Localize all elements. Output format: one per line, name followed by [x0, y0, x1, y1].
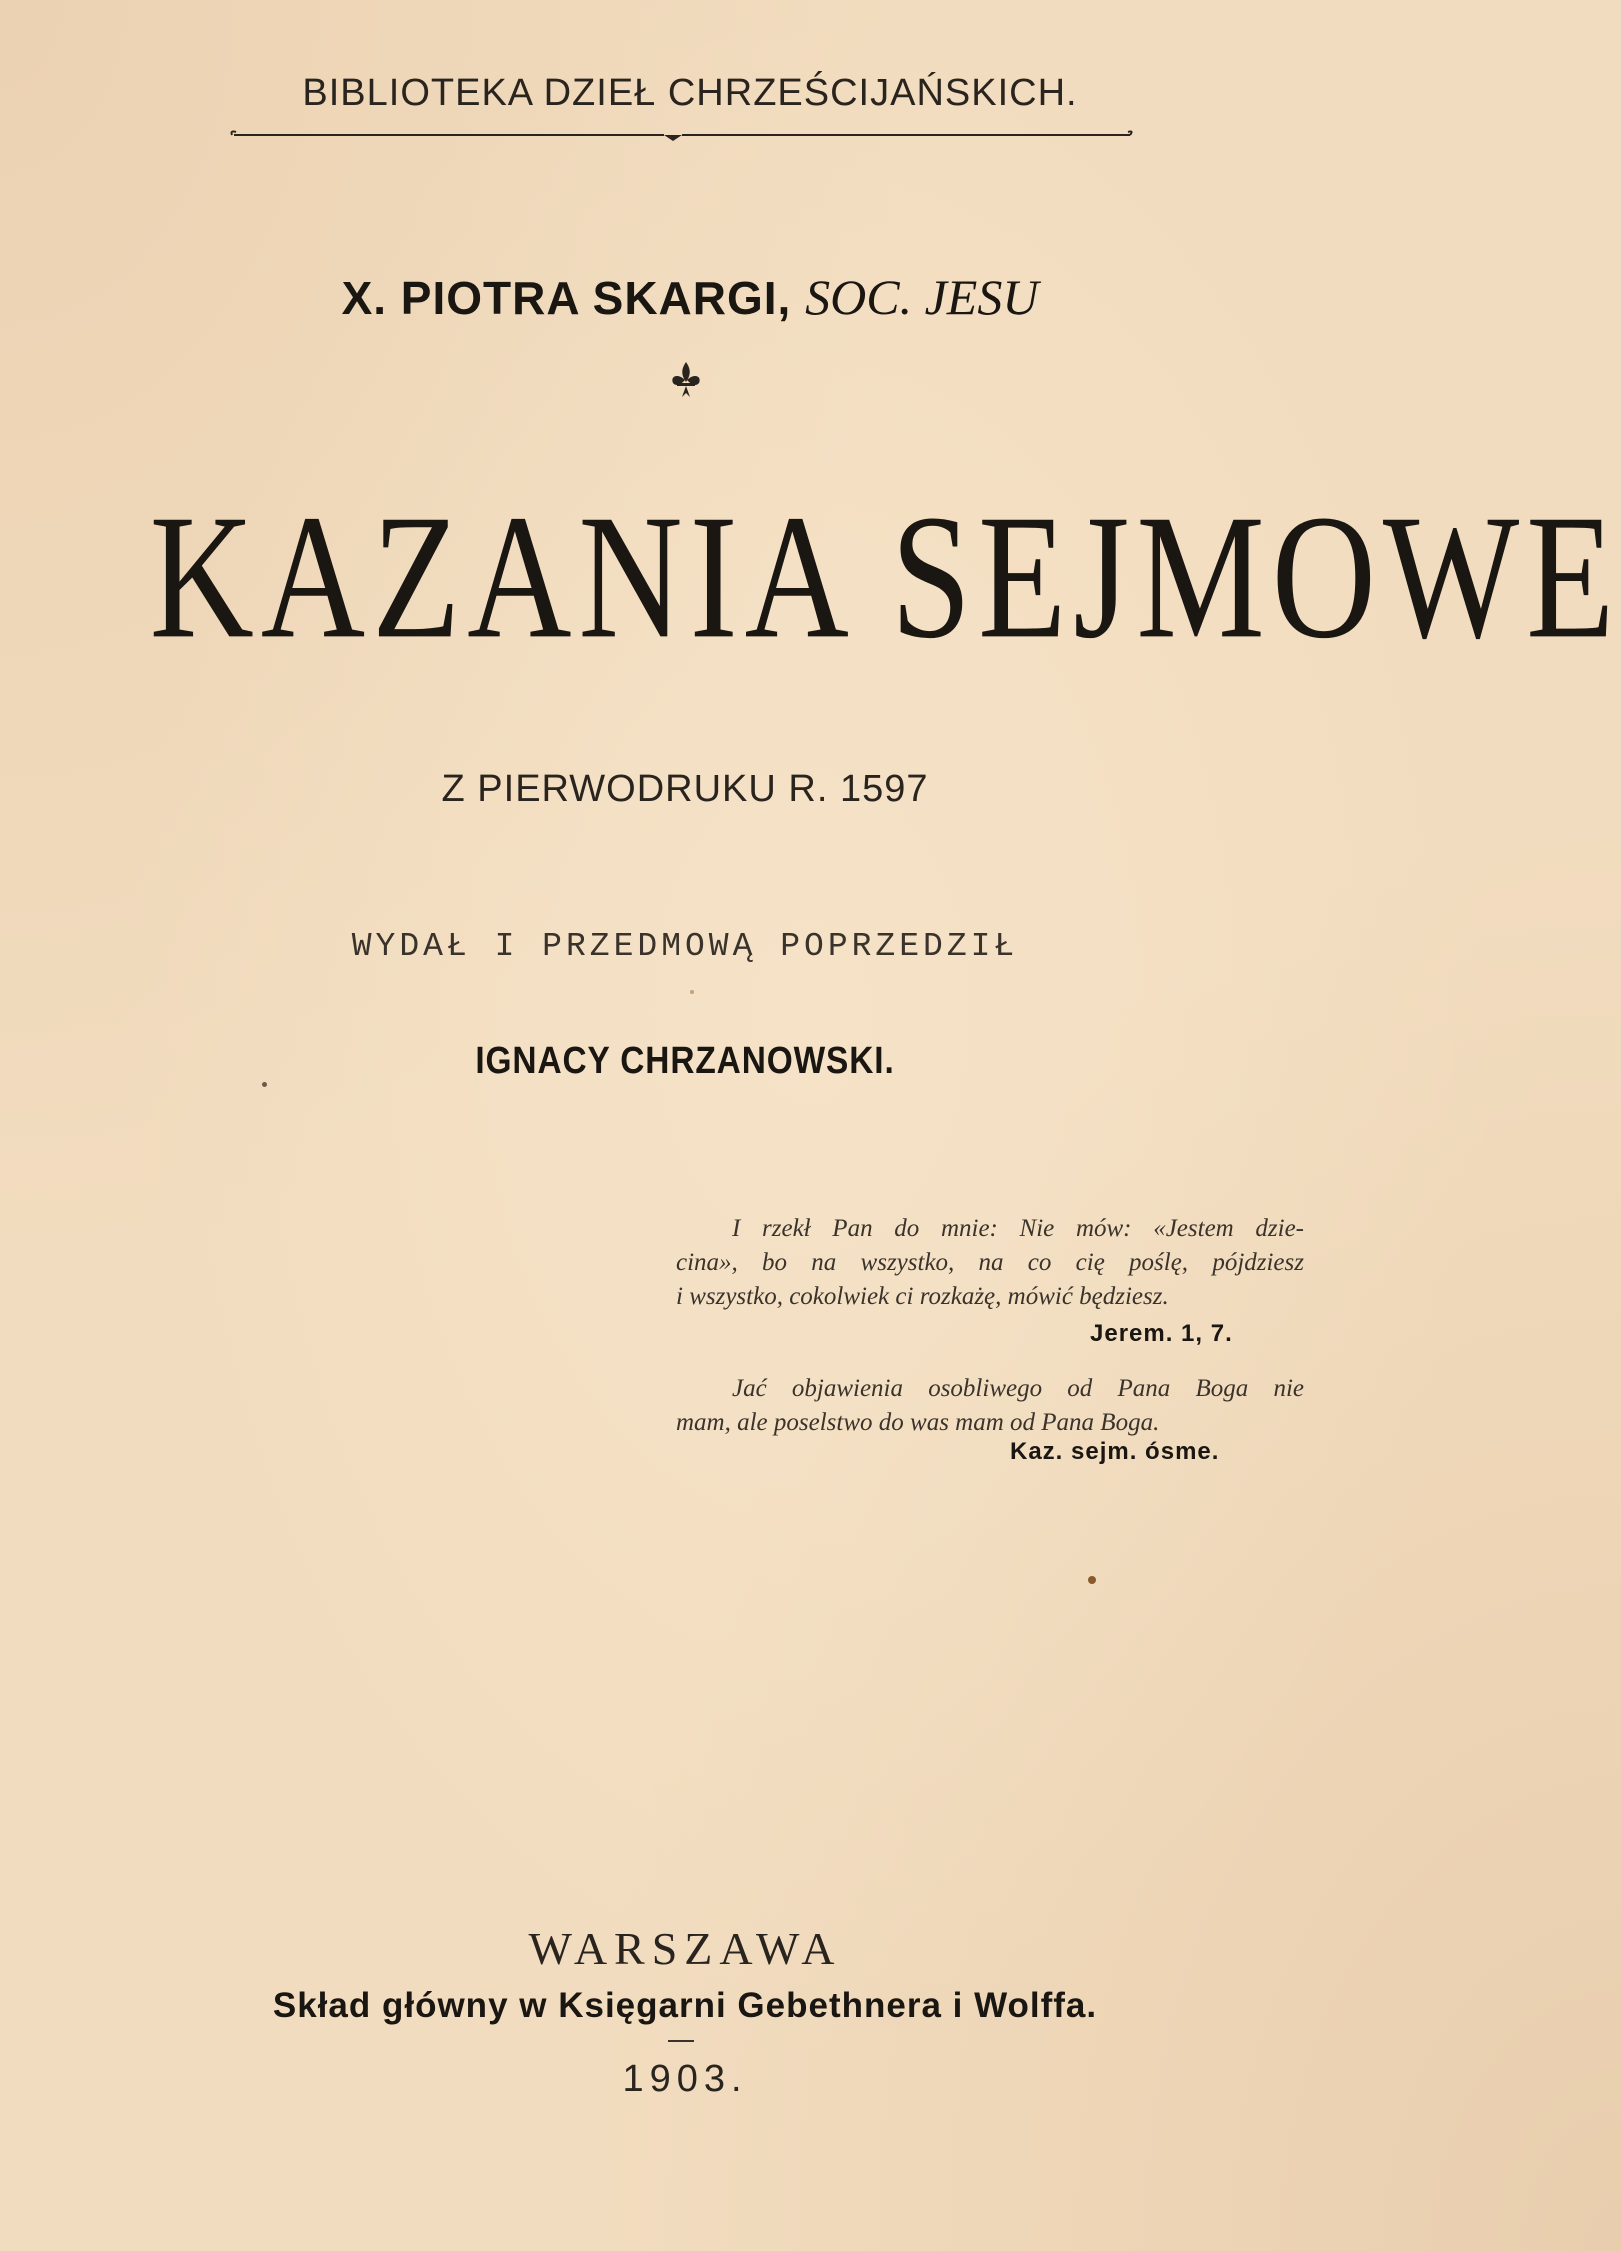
imprint-publisher: Skład główny w Księgarni Gebethnera i Wolffa.: [272, 1986, 1098, 2025]
motto-line: i wszystko, cokolwiek ci rozkażę, mówić będziesz.: [676, 1283, 1169, 1310]
author-order: SOC. JESU: [805, 269, 1039, 325]
book-title: KAZANIA SEJMOWE: [149, 478, 1621, 676]
paper-speck: [262, 1082, 267, 1087]
author-name: X. PIOTRA SKARGI,: [341, 272, 792, 324]
imprint-divider: [668, 2040, 694, 2042]
fleur-de-lis-icon: [668, 360, 704, 400]
paper-speck: [1088, 1576, 1096, 1584]
imprint-city: WARSZAWA: [528, 1923, 842, 1974]
motto-citation: Jerem. 1, 7.: [1090, 1320, 1233, 1347]
motto-line: Jać objawienia osobliwego od Pana Boga nie: [732, 1375, 1304, 1402]
series-title: BIBLIOTEKA DZIEŁ CHRZEŚCIJAŃSKICH.: [302, 72, 1078, 114]
editor-name: IGNACY CHRZANOWSKI.: [475, 1040, 895, 1082]
author-line: [40, 268, 1340, 326]
motto-quote: [676, 1372, 1304, 1440]
motto-line: cina», bo na wszystko, na co cię poślę, pójdziesz: [676, 1249, 1304, 1276]
edited-by-label: WYDAŁ I PRZEDMOWĄ POPRZEDZIŁ: [351, 928, 1019, 965]
motto-line: I rzekł Pan do mnie: Nie mów: «Jestem dzie-: [732, 1215, 1304, 1242]
imprint-year: 1903.: [622, 2058, 748, 2100]
motto-citation: Kaz. sejm. ósme.: [1010, 1438, 1220, 1465]
paper-speck: [690, 990, 694, 994]
motto-quote: [676, 1212, 1304, 1314]
series-rule: [228, 128, 1136, 142]
edition-note: Z PIERWODRUKU R. 1597: [441, 768, 929, 810]
motto-line: mam, ale poselstwo do was mam od Pana Boga.: [676, 1409, 1160, 1436]
